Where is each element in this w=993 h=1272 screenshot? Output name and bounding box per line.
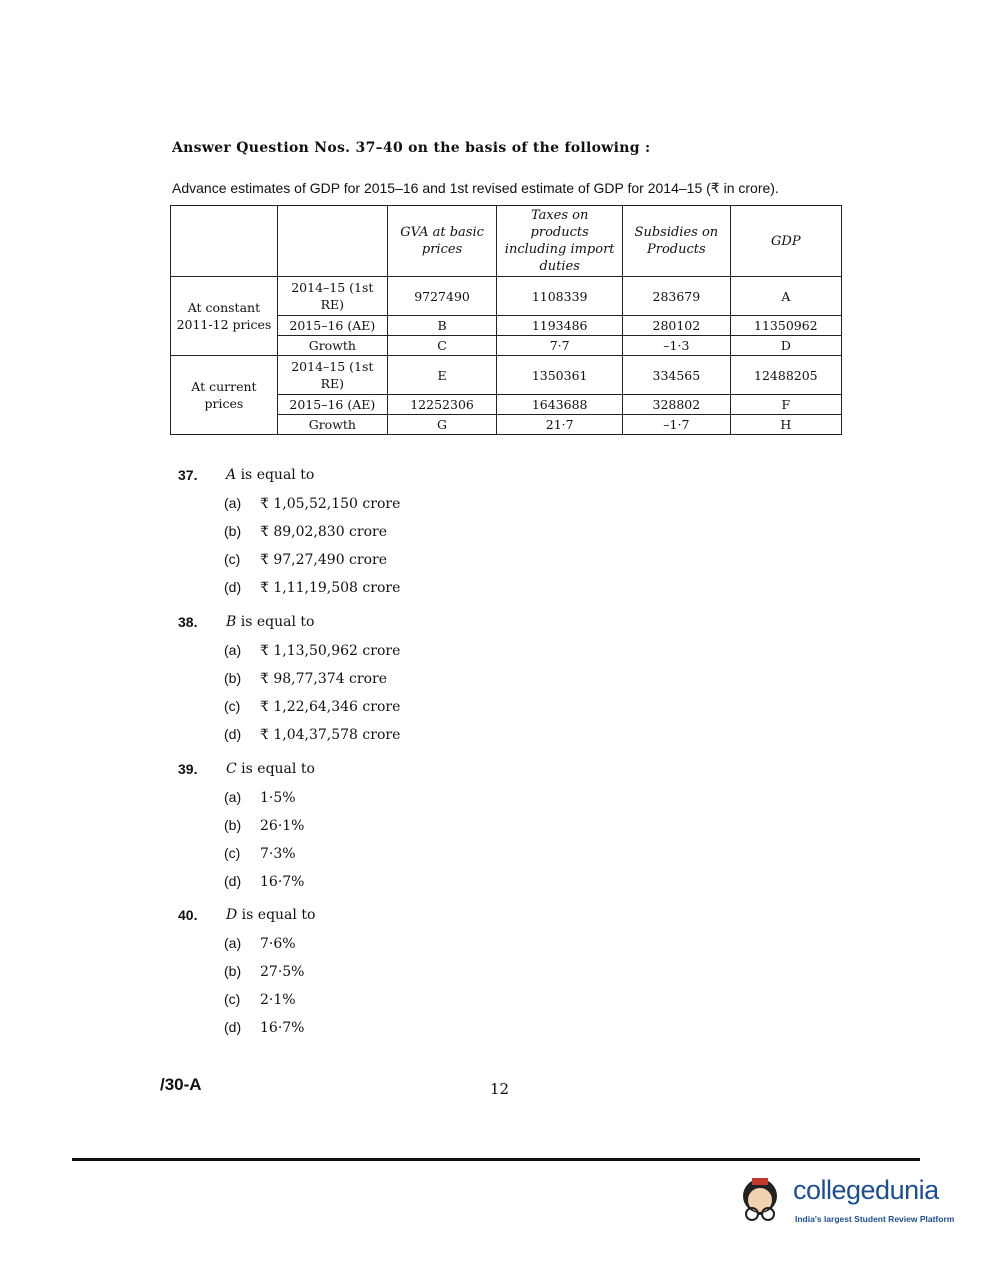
option-b[interactable] xyxy=(224,963,304,980)
option-label: (a) xyxy=(224,642,242,658)
table-cell: B xyxy=(387,316,496,336)
instruction: Answer Question Nos. 37–40 on the basis of the following : xyxy=(172,140,651,156)
question-stem xyxy=(226,761,315,777)
option-c[interactable] xyxy=(224,698,400,715)
option-d[interactable] xyxy=(224,579,400,596)
option-d[interactable] xyxy=(224,1019,304,1036)
table-cell: 334565 xyxy=(623,356,731,395)
row-group-label: At constant 2011-12 prices xyxy=(171,277,278,356)
option-text: ₹ 97,27,490 crore xyxy=(260,552,387,568)
table-cell: 7·7 xyxy=(497,336,623,356)
table-cell: –1·7 xyxy=(623,415,731,435)
question-stem xyxy=(226,614,314,630)
header-subsidies: Subsidies on Products xyxy=(623,206,731,277)
table-cell: 280102 xyxy=(623,316,731,336)
table-row xyxy=(171,356,842,395)
option-label: (b) xyxy=(224,523,242,539)
question-number: 37. xyxy=(178,467,198,483)
option-label: (d) xyxy=(224,873,242,889)
table-cell: 2014–15 (1st RE) xyxy=(277,356,387,395)
table-cell: Growth xyxy=(277,336,387,356)
option-text: ₹ 1,11,19,508 crore xyxy=(260,580,401,596)
table-cell: G xyxy=(387,415,496,435)
question-stem-text: is equal to xyxy=(237,907,316,923)
table-cell: 2015–16 (AE) xyxy=(277,316,387,336)
table-cell: E xyxy=(387,356,496,395)
option-text: 2·1% xyxy=(260,992,296,1008)
table-cell: 2015–16 (AE) xyxy=(277,395,387,415)
brand-name: collegedunia xyxy=(793,1175,939,1205)
table-cell: 1108339 xyxy=(497,277,623,316)
header-cell xyxy=(171,206,278,277)
footer-divider xyxy=(72,1158,920,1161)
option-text: ₹ 1,05,52,150 crore xyxy=(260,496,401,512)
table-cell: C xyxy=(387,336,496,356)
option-label: (c) xyxy=(224,551,241,567)
page-number: 12 xyxy=(490,1080,510,1098)
option-label: (c) xyxy=(224,698,241,714)
option-label: (c) xyxy=(224,845,241,861)
option-label: (b) xyxy=(224,670,242,686)
table-cell: 9727490 xyxy=(387,277,496,316)
option-label: (d) xyxy=(224,726,242,742)
option-a[interactable] xyxy=(224,789,296,806)
option-c[interactable] xyxy=(224,991,296,1008)
option-label: (a) xyxy=(224,935,242,951)
gdp-table xyxy=(170,205,842,435)
question-number: 38. xyxy=(178,614,198,630)
question-stem-text: is equal to xyxy=(236,614,315,630)
table-row xyxy=(171,277,842,316)
table-cell: A xyxy=(730,277,841,316)
table-cell: 11350962 xyxy=(730,316,841,336)
question-variable: B xyxy=(226,614,237,630)
question-stem-text: is equal to xyxy=(236,761,315,777)
table-cell: 12488205 xyxy=(730,356,841,395)
question-stem xyxy=(226,907,315,923)
option-text: 1·5% xyxy=(260,790,296,806)
option-label: (b) xyxy=(224,963,242,979)
option-b[interactable] xyxy=(224,817,304,834)
header-taxes: Taxes on products including import duties xyxy=(497,206,623,277)
table-cell: –1·3 xyxy=(623,336,731,356)
question-variable: C xyxy=(226,761,237,777)
question-stem-text: is equal to xyxy=(236,467,315,483)
option-d[interactable] xyxy=(224,726,400,743)
header-gva: GVA at basic prices xyxy=(387,206,496,277)
table-header-row xyxy=(171,206,842,277)
option-a[interactable] xyxy=(224,935,296,952)
option-c[interactable] xyxy=(224,845,296,862)
table-cell: Growth xyxy=(277,415,387,435)
option-label: (b) xyxy=(224,817,242,833)
option-text: 27·5% xyxy=(260,964,305,980)
option-b[interactable] xyxy=(224,523,387,540)
header-cell xyxy=(277,206,387,277)
table-cell: 1193486 xyxy=(497,316,623,336)
option-label: (a) xyxy=(224,789,242,805)
question-number: 39. xyxy=(178,761,198,777)
option-text: ₹ 89,02,830 crore xyxy=(260,524,387,540)
table-cell: 328802 xyxy=(623,395,731,415)
option-b[interactable] xyxy=(224,670,387,687)
option-text: ₹ 98,77,374 crore xyxy=(260,671,387,687)
table-cell: 21·7 xyxy=(497,415,623,435)
paper-code: /30-A xyxy=(160,1075,202,1094)
option-text: ₹ 1,04,37,578 crore xyxy=(260,727,401,743)
table-cell: F xyxy=(730,395,841,415)
option-label: (a) xyxy=(224,495,242,511)
table-caption: Advance estimates of GDP for 2015–16 and 1st revised estimate of GDP for 2014–15 (₹ in crore). xyxy=(172,180,779,196)
option-text: 16·7% xyxy=(260,874,305,890)
option-text: 26·1% xyxy=(260,818,305,834)
table-cell: H xyxy=(730,415,841,435)
option-a[interactable] xyxy=(224,495,400,512)
table-cell: 1643688 xyxy=(497,395,623,415)
table-cell: 283679 xyxy=(623,277,731,316)
question-number: 40. xyxy=(178,907,198,923)
brand-tagline: India's largest Student Review Platform xyxy=(795,1214,955,1224)
option-label: (d) xyxy=(224,579,242,595)
option-d[interactable] xyxy=(224,873,304,890)
question-variable: D xyxy=(226,907,238,923)
option-a[interactable] xyxy=(224,642,400,659)
option-label: (c) xyxy=(224,991,241,1007)
option-c[interactable] xyxy=(224,551,387,568)
table-cell: 2014–15 (1st RE) xyxy=(277,277,387,316)
row-group-label: At current prices xyxy=(171,356,278,435)
header-gdp: GDP xyxy=(730,206,841,277)
table-cell: 12252306 xyxy=(387,395,496,415)
option-text: ₹ 1,22,64,346 crore xyxy=(260,699,401,715)
option-label: (d) xyxy=(224,1019,242,1035)
question-stem xyxy=(226,467,314,483)
table-cell: 1350361 xyxy=(497,356,623,395)
option-text: 7·3% xyxy=(260,846,296,862)
option-text: ₹ 1,13,50,962 crore xyxy=(260,643,401,659)
table-cell: D xyxy=(730,336,841,356)
question-variable: A xyxy=(226,467,237,483)
option-text: 16·7% xyxy=(260,1020,305,1036)
option-text: 7·6% xyxy=(260,936,296,952)
